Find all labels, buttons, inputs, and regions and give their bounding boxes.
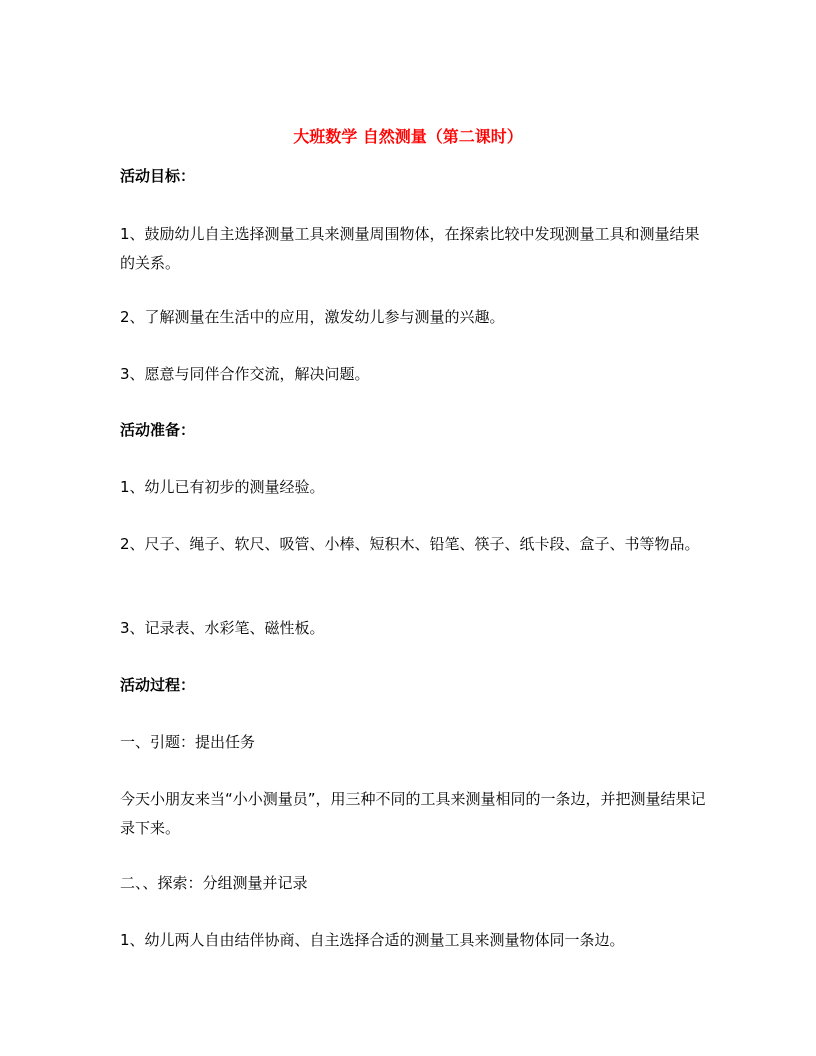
prep-2-paragraph: 2、尺子、绳子、软尺、吸管、小棒、短积木、铅笔、筷子、纸卡段、盒子、书等物品。 bbox=[120, 535, 700, 553]
goal-2-paragraph: 2、了解测量在生活中的应用，激发幼儿参与测量的兴趣。 bbox=[120, 308, 505, 326]
goals-heading: 活动目标： bbox=[120, 167, 196, 185]
goal-1-paragraph: 1、鼓励幼儿自主选择测量工具来测量周围物体，在探索比较中发现测量工具和测量结果的关系。 bbox=[120, 225, 700, 272]
prep-heading: 活动准备： bbox=[120, 421, 196, 439]
goal-3-paragraph: 3、愿意与同伴合作交流，解决问题。 bbox=[120, 365, 370, 383]
step-2-item-1-paragraph: 1、幼儿两人自由结伴协商、自主选择合适的测量工具来测量物体同一条边。 bbox=[120, 931, 625, 949]
process-heading: 活动过程： bbox=[120, 676, 196, 694]
document-title: 大班数学 自然测量（第二课时） bbox=[293, 127, 523, 146]
step-1-title: 一、引题：提出任务 bbox=[120, 733, 256, 751]
prep-3-paragraph: 3、记录表、水彩笔、磁性板。 bbox=[120, 619, 325, 637]
step-2-title: 二、、探索：分组测量并记录 bbox=[120, 874, 308, 892]
prep-1-paragraph: 1、幼儿已有初步的测量经验。 bbox=[120, 478, 325, 496]
step-1-paragraph: 今天小朋友来当“小小测量员”，用三种不同的工具来测量相同的一条边，并把测量结果记录下来。 bbox=[120, 790, 706, 837]
